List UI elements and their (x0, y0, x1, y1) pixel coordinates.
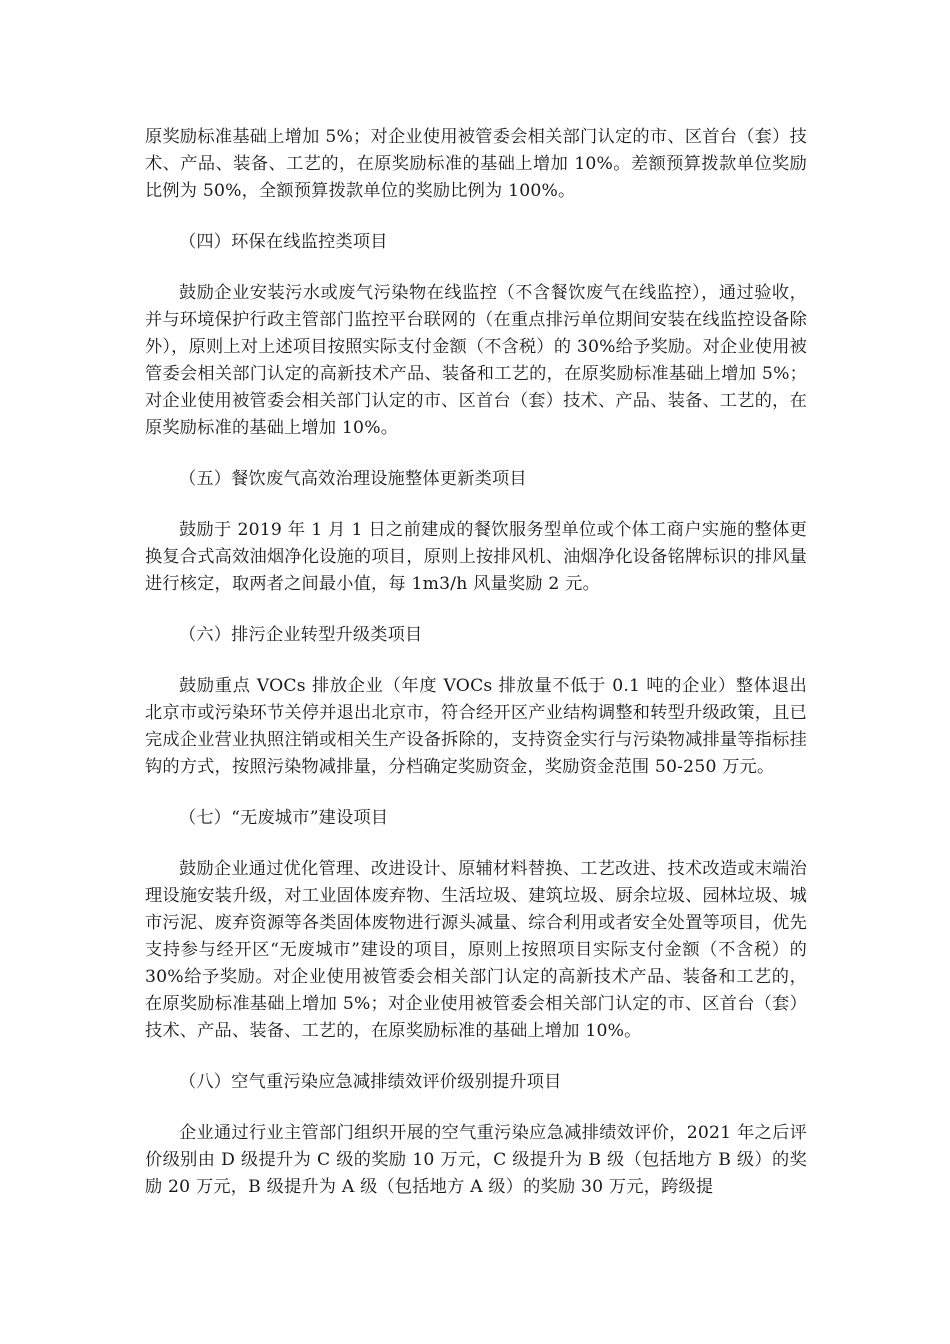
paragraph: 原奖励标准基础上增加 5%；对企业使用被管委会相关部门认定的市、区首台（套）技术、产品、装备、工艺的，在原奖励标准的基础上增加 10%。差额预算拨款单位奖励比例为 50%，全额预算拨款单位的奖励比例为 100%。 (145, 127, 807, 201)
section-heading-6: （六）排污企业转型升级类项目 (179, 625, 423, 645)
paragraph: 鼓励企业安装污水或废气污染物在线监控（不含餐饮废气在线监控），通过验收，并与环境保护行政主管部门监控平台联网的（在重点排污单位期间安装在线监控设备除外），原则上对上述项目按照实际支付金额（不含税）的 30%给予奖励。对企业使用被管委会相关部门认定的高新技术产品、装备和工艺的，在原奖励标准基础上增加 5%；对企业使用被管委会相关部门认定的市、区首台（套）技术、产品、装备、工艺的，在原奖励标准的基础上增加 10%。 (145, 283, 807, 438)
section-heading-5: （五）餐饮废气高效治理设施整体更新类项目 (179, 469, 527, 489)
section-heading-7: （七）“无废城市”建设项目 (179, 808, 389, 828)
section-heading-4: （四）环保在线监控类项目 (179, 232, 388, 252)
section-heading-8: （八）空气重污染应急减排绩效评价级别提升项目 (179, 1072, 562, 1092)
paragraph: 鼓励企业通过优化管理、改进设计、原辅材料替换、工艺改进、技术改造或末端治理设施安装升级，对工业固体废弃物、生活垃圾、建筑垃圾、厨余垃圾、园林垃圾、城市污泥、废弃资源等各类固体废物进行源头减量、综合利用或者安全处置等项目，优先支持参与经开区“无废城市”建设的项目，原则上按照项目实际支付金额（不含税）的 30%给予奖励。对企业使用被管委会相关部门认定的高新技术产品、装备和工艺的，在原奖励标准基础上增加 5%；对企业使用被管委会相关部门认定的市、区首台（套）技术、产品、装备、工艺的，在原奖励标准的基础上增加 10%。 (145, 859, 807, 1041)
paragraph: 企业通过行业主管部门组织开展的空气重污染应急减排绩效评价，2021 年之后评价级别由 D 级提升为 C 级的奖励 10 万元，C 级提升为 B 级（包括地方 B 级）的奖励 20 万元，B 级提升为 A 级（包括地方 A 级）的奖励 30 万元，跨级提 (145, 1123, 807, 1197)
document-body (145, 124, 807, 1225)
paragraph: 鼓励重点 VOCs 排放企业（年度 VOCs 排放量不低于 0.1 吨的企业）整体退出北京市或污染环节关停并退出北京市，符合经开区产业结构调整和转型升级政策，且已完成企业营业执照注销或相关生产设备拆除的，支持资金实行与污染物减排量等指标挂钩的方式，按照污染物减排量，分档确定奖励资金，奖励资金范围 50-250 万元。 (145, 676, 807, 777)
paragraph: 鼓励于 2019 年 1 月 1 日之前建成的餐饮服务型单位或个体工商户实施的整体更换复合式高效油烟净化设施的项目，原则上按排风机、油烟净化设备铭牌标识的排风量进行核定，取两者之间最小值，每 1m3/h 风量奖励 2 元。 (145, 520, 807, 594)
